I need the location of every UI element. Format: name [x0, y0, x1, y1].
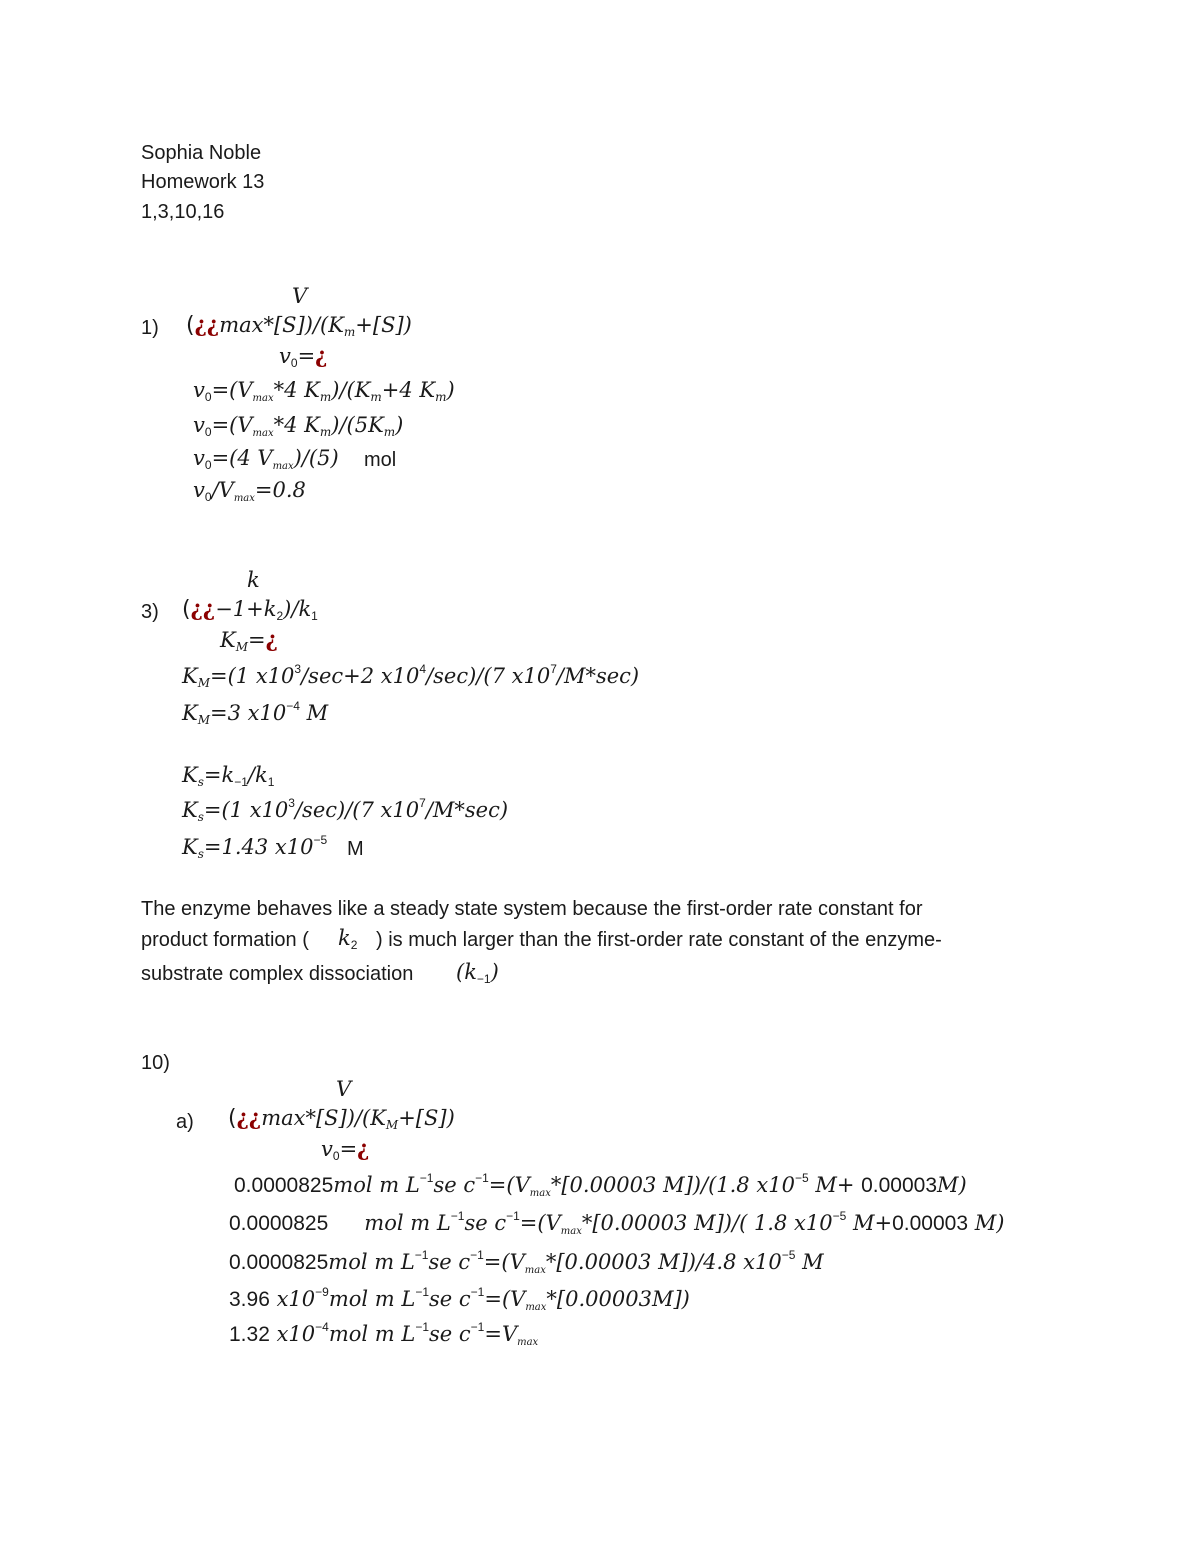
- p1-line5: $v_0=(4$ $V_{max})/(5)$: [193, 446, 339, 472]
- p3-k-label: k: [247, 568, 260, 592]
- p3-ks-result: $K_s=1.43$ $x10^{-5}$: [182, 833, 328, 861]
- p3-km-result: $K_M=3$ $x10^{-4}$ M: [182, 699, 329, 727]
- p10-number: 10): [141, 1052, 170, 1074]
- p3-ks-unit: M: [347, 838, 364, 860]
- p1-line4: $v_0=(V_{max}*4$ $K_m)/(5K_m)$: [193, 413, 404, 439]
- p10-v-label: V: [336, 1077, 352, 1101]
- p3-line1: $(¿¿-1+k_2)/k_1$: [182, 596, 318, 623]
- p1-line3: $v_0=(V_{max}*4$ $K_m)/(K_m+4$ $K_m$): [193, 378, 455, 404]
- p10-line1: $(¿¿\max*[S])/(K_M+[S])$: [228, 1105, 455, 1132]
- p10-part-a: a): [176, 1111, 194, 1133]
- problem-list: 1,3,10,16: [141, 201, 225, 223]
- p1-line1: $(¿¿\max*[S])/(K_m+[S])$: [186, 312, 412, 339]
- p10-calc-3: 0.0000825mol m $L^{-1}se$ $c^{-1}=(V_{max}*[0.00003$ M])/4.8 $x10^{-5}$ M: [229, 1248, 824, 1276]
- p1-number: 1): [141, 317, 159, 339]
- p3-number: 3): [141, 601, 159, 623]
- explanation-line-3: substrate complex dissociation: [141, 963, 414, 985]
- p3-km-eq: $K_M=(1$ $x10^3/\sec+2$ $x10^4/\sec)/(7$ $x10^7/M*\sec$): [182, 662, 640, 690]
- p10-calc-1: 0.0000825mol m $L^{-1}se$ $c^{-1}=(V_{max}*[0.00003$ M])/(1.8 $x10^{-5}$ M+ 0.00003M): [234, 1171, 967, 1199]
- explanation-line-2a: product formation (: [141, 929, 309, 951]
- p3-line2: $K_M=¿$: [220, 627, 278, 654]
- explanation-line-2b: ) is much larger than the first-order rate constant of the enzyme-: [376, 929, 942, 951]
- p10-calc-2: 0.0000825 mol m $L^{-1}se$ $c^{-1}=(V_{max}*[0.00003$ M])/( 1.8 $x10^{-5}$ M+0.00003 M): [229, 1209, 1005, 1237]
- assignment-title: Homework 13: [141, 171, 265, 193]
- explanation-line-1: The enzyme behaves like a steady state system because the first-order rate constant for: [141, 898, 923, 920]
- p1-line2: $v_0=¿$: [279, 343, 328, 370]
- p1-result: $v_0/V_{max}=0.8$: [193, 478, 306, 504]
- p1-v-label: V: [292, 284, 308, 308]
- p10-line2: $v_0=¿$: [321, 1136, 370, 1163]
- p10-calc-5: 1.32 $x10^{-4}mol$ m $L^{-1}se$ $c^{-1}=V_{max}$: [229, 1320, 539, 1348]
- p10-calc-4: 3.96 $x10^{-9}mol$ m $L^{-1}se$ $c^{-1}=(V_{max}*[0.00003M])$: [229, 1285, 690, 1313]
- p1-unit: mol: [364, 449, 397, 471]
- author-name: Sophia Noble: [141, 142, 262, 164]
- p3-ks-eq: $K_s=(1$ $x10^3/\sec)/(7$ $x10^7/M*\sec$): [182, 796, 509, 824]
- p3-ks-def: $K_s=k_{-1}/k_1$: [182, 763, 275, 789]
- explanation-k-minus1: $(k_{-1})$: [456, 960, 499, 986]
- explanation-k2: $k_2$: [338, 926, 358, 952]
